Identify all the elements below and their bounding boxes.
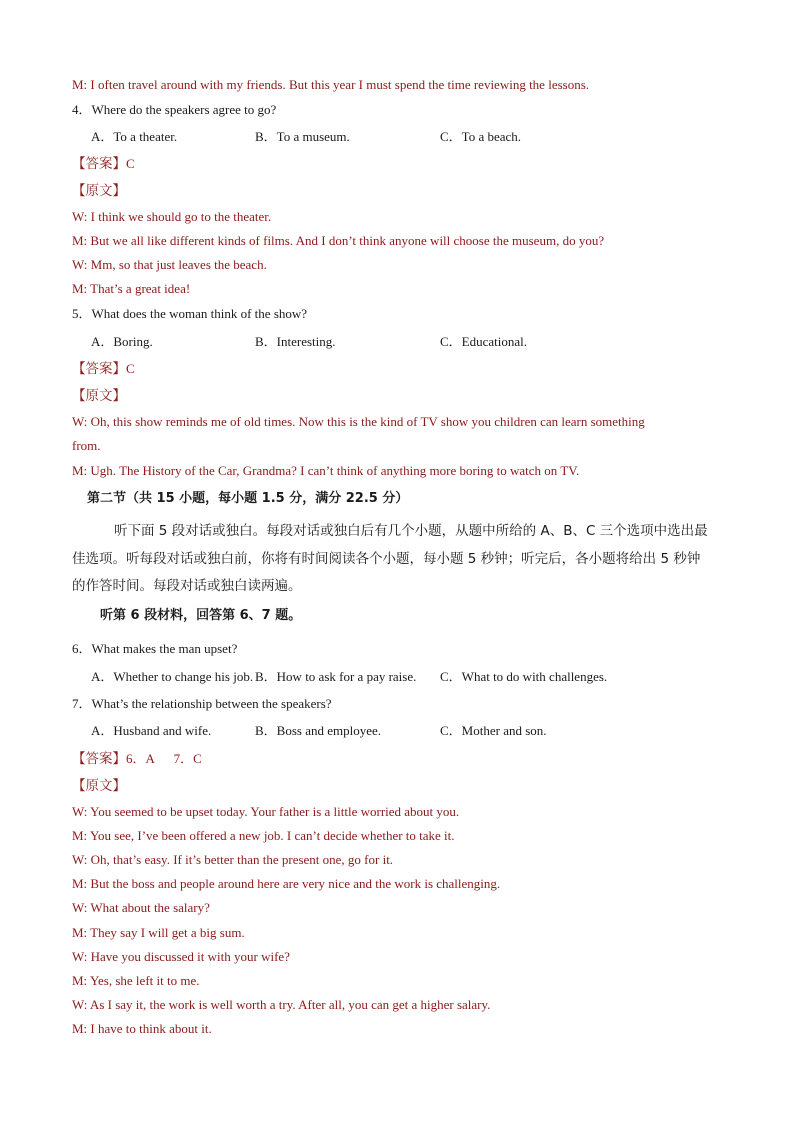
original-text-label-6	[72, 776, 126, 796]
original-label: 【原文】	[72, 388, 126, 404]
option-6a: A．Whether to change his job.	[91, 669, 254, 684]
dialogue-line: W: Oh, that’s easy. If it’s better than the present one, go for it.	[72, 852, 394, 867]
option-6c: C．What to do with challenges.	[440, 669, 608, 684]
option-5b: B．Interesting.	[255, 334, 336, 349]
option-7c: C．Mother and son.	[440, 723, 547, 738]
answer-5	[72, 359, 135, 379]
option-4c: C．To a beach.	[440, 129, 522, 144]
question-7: 7．What’s the relationship between the speakers?	[72, 696, 332, 711]
dialogue-line: M: I have to think about it.	[72, 1021, 212, 1036]
option-6b: B．How to ask for a pay raise.	[255, 669, 417, 684]
dialogue-line: from.	[72, 438, 101, 453]
option-7a: A．Husband and wife.	[91, 723, 212, 738]
dialogue-line: W: Have you discussed it with your wife?	[72, 949, 290, 964]
dialogue-line: W: I think we should go to the theater.	[72, 209, 272, 224]
answer-value: C	[126, 361, 135, 376]
answer-label: 【答案】	[72, 361, 126, 377]
instruction-line: 的作答时间。每段对话或独白读两遍。	[72, 578, 302, 594]
answer-6-7	[72, 749, 202, 769]
dialogue-line: W: You seemed to be upset today. Your father is a little worried about you.	[72, 804, 460, 819]
dialogue-line: W: As I say it, the work is well worth a try. After all, you can get a higher salary.	[72, 997, 491, 1012]
original-text-label-4	[72, 181, 126, 201]
instruction-line: 佳选项。听每段对话或独白前，你将有时间阅读各个小题，每小题 5 秒钟；听完后，各小题将给出 5 秒钟	[72, 551, 701, 567]
answer-value: 6．A 7．C	[126, 751, 202, 766]
option-4b: B．To a museum.	[255, 129, 350, 144]
option-7b: B．Boss and employee.	[255, 723, 382, 738]
dialogue-line: W: Oh, this show reminds me of old times. Now this is the kind of TV show you children can learn something	[72, 414, 645, 429]
dialogue-line: M: They say I will get a big sum.	[72, 925, 245, 940]
dialogue-line: M: But we all like different kinds of films. And I don’t think anyone will choose the museum, do you?	[72, 233, 605, 248]
option-5a: A．Boring.	[91, 334, 153, 349]
dialogue-line: M: You see, I’ve been offered a new job. I can’t decide whether to take it.	[72, 828, 455, 843]
section-heading: 第二节（共 15 小题，每小题 1.5 分，满分 22.5 分）	[87, 491, 409, 506]
dialogue-line: M: That’s a great idea!	[72, 281, 191, 296]
dialogue-line: M: But the boss and people around here are very nice and the work is challenging.	[72, 876, 501, 891]
question-4: 4．Where do the speakers agree to go?	[72, 102, 277, 117]
listening-heading: 听第 6 段材料，回答第 6、7 题。	[100, 608, 302, 623]
instruction-line: 听下面 5 段对话或独白。每段对话或独白后有几个小题，从题中所给的 A、B、C 三个选项中选出最	[114, 523, 708, 539]
question-5: 5．What does the woman think of the show?	[72, 306, 308, 321]
dialogue-line: W: What about the salary?	[72, 900, 210, 915]
answer-label: 【答案】	[72, 156, 126, 172]
option-5c: C．Educational.	[440, 334, 528, 349]
original-label: 【原文】	[72, 778, 126, 794]
original-label: 【原文】	[72, 183, 126, 199]
dialogue-line: M: I often travel around with my friends. But this year I must spend the time reviewing the lessons.	[72, 77, 590, 92]
dialogue-line: M: Yes, she left it to me.	[72, 973, 200, 988]
original-text-label-5	[72, 386, 126, 406]
answer-value: C	[126, 156, 135, 171]
dialogue-line: W: Mm, so that just leaves the beach.	[72, 257, 267, 272]
dialogue-line: M: Ugh. The History of the Car, Grandma? I can’t think of anything more boring to watch on TV.	[72, 463, 580, 478]
question-6: 6．What makes the man upset?	[72, 641, 238, 656]
answer-label: 【答案】	[72, 751, 126, 767]
option-4a: A．To a theater.	[91, 129, 178, 144]
answer-4	[72, 154, 135, 174]
